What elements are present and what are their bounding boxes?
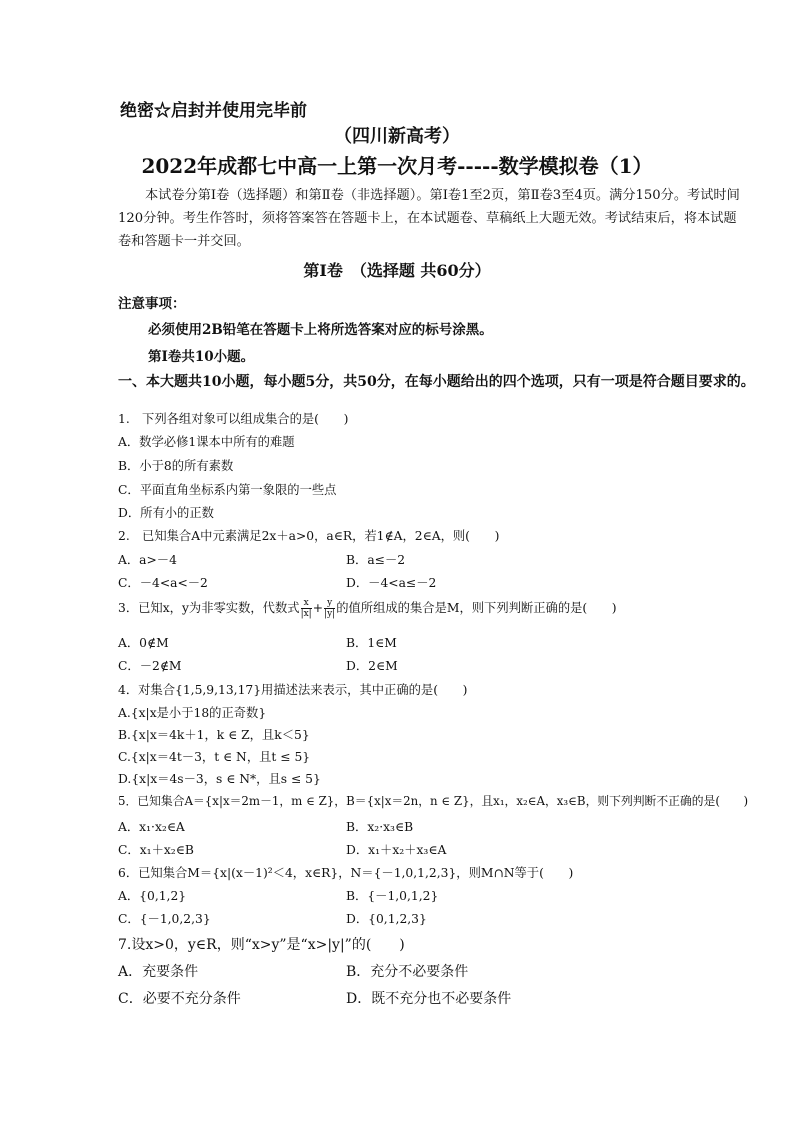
notes-line-2: 第Ⅰ卷共10小题。: [148, 349, 255, 365]
question-5-option-c: C．x₁＋x₂∈B: [118, 843, 194, 857]
question-7-option-c: C．必要不充分条件: [118, 991, 241, 1007]
question-3-stem-prefix: 3．已知x，y为非零实数，代数式: [118, 601, 300, 615]
fraction-x-over-abs-x: [301, 598, 312, 619]
question-7-option-b: B．充分不必要条件: [346, 964, 469, 980]
question-5-stem: 5．已知集合A＝{x|x＝2m－1，m ∈ Z}，B＝{x|x＝2n，n ∈ Z}，且x₁，x₂∈A，x₃∈B，则下列判断不正确的是( ): [118, 794, 749, 808]
question-5-option-b: B．x₂·x₃∈B: [346, 820, 414, 834]
question-6-option-b: B．{－1,0,1,2}: [346, 889, 439, 903]
question-6-option-c: C．{－1,0,2,3}: [118, 912, 211, 926]
question-4-stem: 4．对集合{1,5,9,13,17}用描述法来表示，其中正确的是( ): [118, 683, 468, 697]
question-7-option-a: A．充要条件: [118, 964, 199, 980]
confidential-mark: 绝密☆启封并使用完毕前: [120, 101, 307, 121]
question-2-option-d: D．－4<a≤－2: [346, 576, 437, 590]
exam-title: 2022年成都七中高一上第一次月考-----数学模拟卷（1）: [141, 154, 653, 178]
question-4-option-d: D.{x|x＝4s－3，s ∈ N*，且s ≤ 5}: [118, 772, 321, 786]
question-7-stem: 7.设x>0，y∈R，则“x>y”是“x>|y|”的( ): [118, 937, 405, 953]
fraction-numerator: y: [324, 598, 335, 609]
question-1-option-b: B．小于8的所有素数: [118, 459, 234, 473]
question-1-stem: 1. 下列各组对象可以组成集合的是( ): [118, 412, 349, 426]
question-1-option-d: D．所有小的正数: [118, 506, 214, 520]
question-2-option-a: A．a>－4: [118, 553, 177, 567]
exam-subtitle: （四川新高考）: [334, 126, 460, 147]
volume-heading: 第Ⅰ卷 （选择题 共60分）: [303, 261, 491, 280]
question-2-option-c: C．－4<a<－2: [118, 576, 208, 590]
question-2-option-b: B．a≤－2: [346, 553, 406, 567]
exam-instructions: 本试卷分第Ⅰ卷（选择题）和第Ⅱ卷（非选择题）。第Ⅰ卷1至2页，第Ⅱ卷3至4页。满分150分。考试时间120分钟。考生作答时，须将答案答在答题卡上，在本试题卷、草稿纸上大题无效。考试结束后，将本试题卷和答题卡一并交回。: [118, 188, 740, 249]
question-4-option-b: B.{x|x＝4k＋1，k ∈ Z，且k＜5}: [118, 728, 310, 742]
question-7-option-d: D．既不充分也不必要条件: [346, 991, 512, 1007]
question-3-option-c: C．－2∉M: [118, 659, 182, 673]
question-3-option-d: D．2∈M: [346, 659, 398, 673]
question-6-stem: 6．已知集合M＝{x|(x－1)²＜4，x∈R}，N＝{－1,0,1,2,3}，则M∩N等于( ): [118, 866, 574, 880]
notes-title: 注意事项：: [118, 296, 186, 312]
question-6-option-d: D．{0,1,2,3}: [346, 912, 427, 926]
question-3-option-a: A．0∉M: [118, 636, 169, 650]
question-4-option-a: A.{x|x是小于18的正奇数}: [118, 706, 267, 720]
question-4-option-c: C.{x|x＝4t－3，t ∈ N，且t ≤ 5}: [118, 750, 311, 764]
question-5-option-d: D．x₁＋x₂＋x₃∈A: [346, 843, 447, 857]
question-6-option-a: A．{0,1,2}: [118, 889, 187, 903]
question-3-stem-suffix: 的值所组成的集合是M，则下列判断正确的是( ): [336, 601, 617, 615]
question-1-option-c: C．平面直角坐标系内第一象限的一些点: [118, 483, 337, 497]
question-5-option-a: A．x₁·x₂∈A: [118, 820, 185, 834]
question-2-stem: 2. 已知集合A中元素满足2x＋a>0，a∈R，若1∉A，2∈A，则( ): [118, 529, 500, 543]
question-3-option-b: B．1∈M: [346, 636, 397, 650]
question-1-option-a: A．数学必修1课本中所有的难题: [118, 435, 295, 449]
notes-line-1: 必须使用2B铅笔在答题卡上将所选答案对应的标号涂黑。: [148, 322, 493, 338]
question-3-stem: [118, 598, 617, 619]
section-heading: 一、本大题共10小题，每小题5分，共50分，在每小题给出的四个选项，只有一项是符合题目要求的。: [118, 374, 755, 390]
fraction-numerator: x: [301, 598, 312, 609]
fraction-y-over-abs-y: [324, 598, 335, 619]
plus-sign: +: [312, 601, 324, 615]
fraction-denominator: |y|: [324, 609, 336, 619]
fraction-denominator: |x|: [300, 609, 312, 619]
